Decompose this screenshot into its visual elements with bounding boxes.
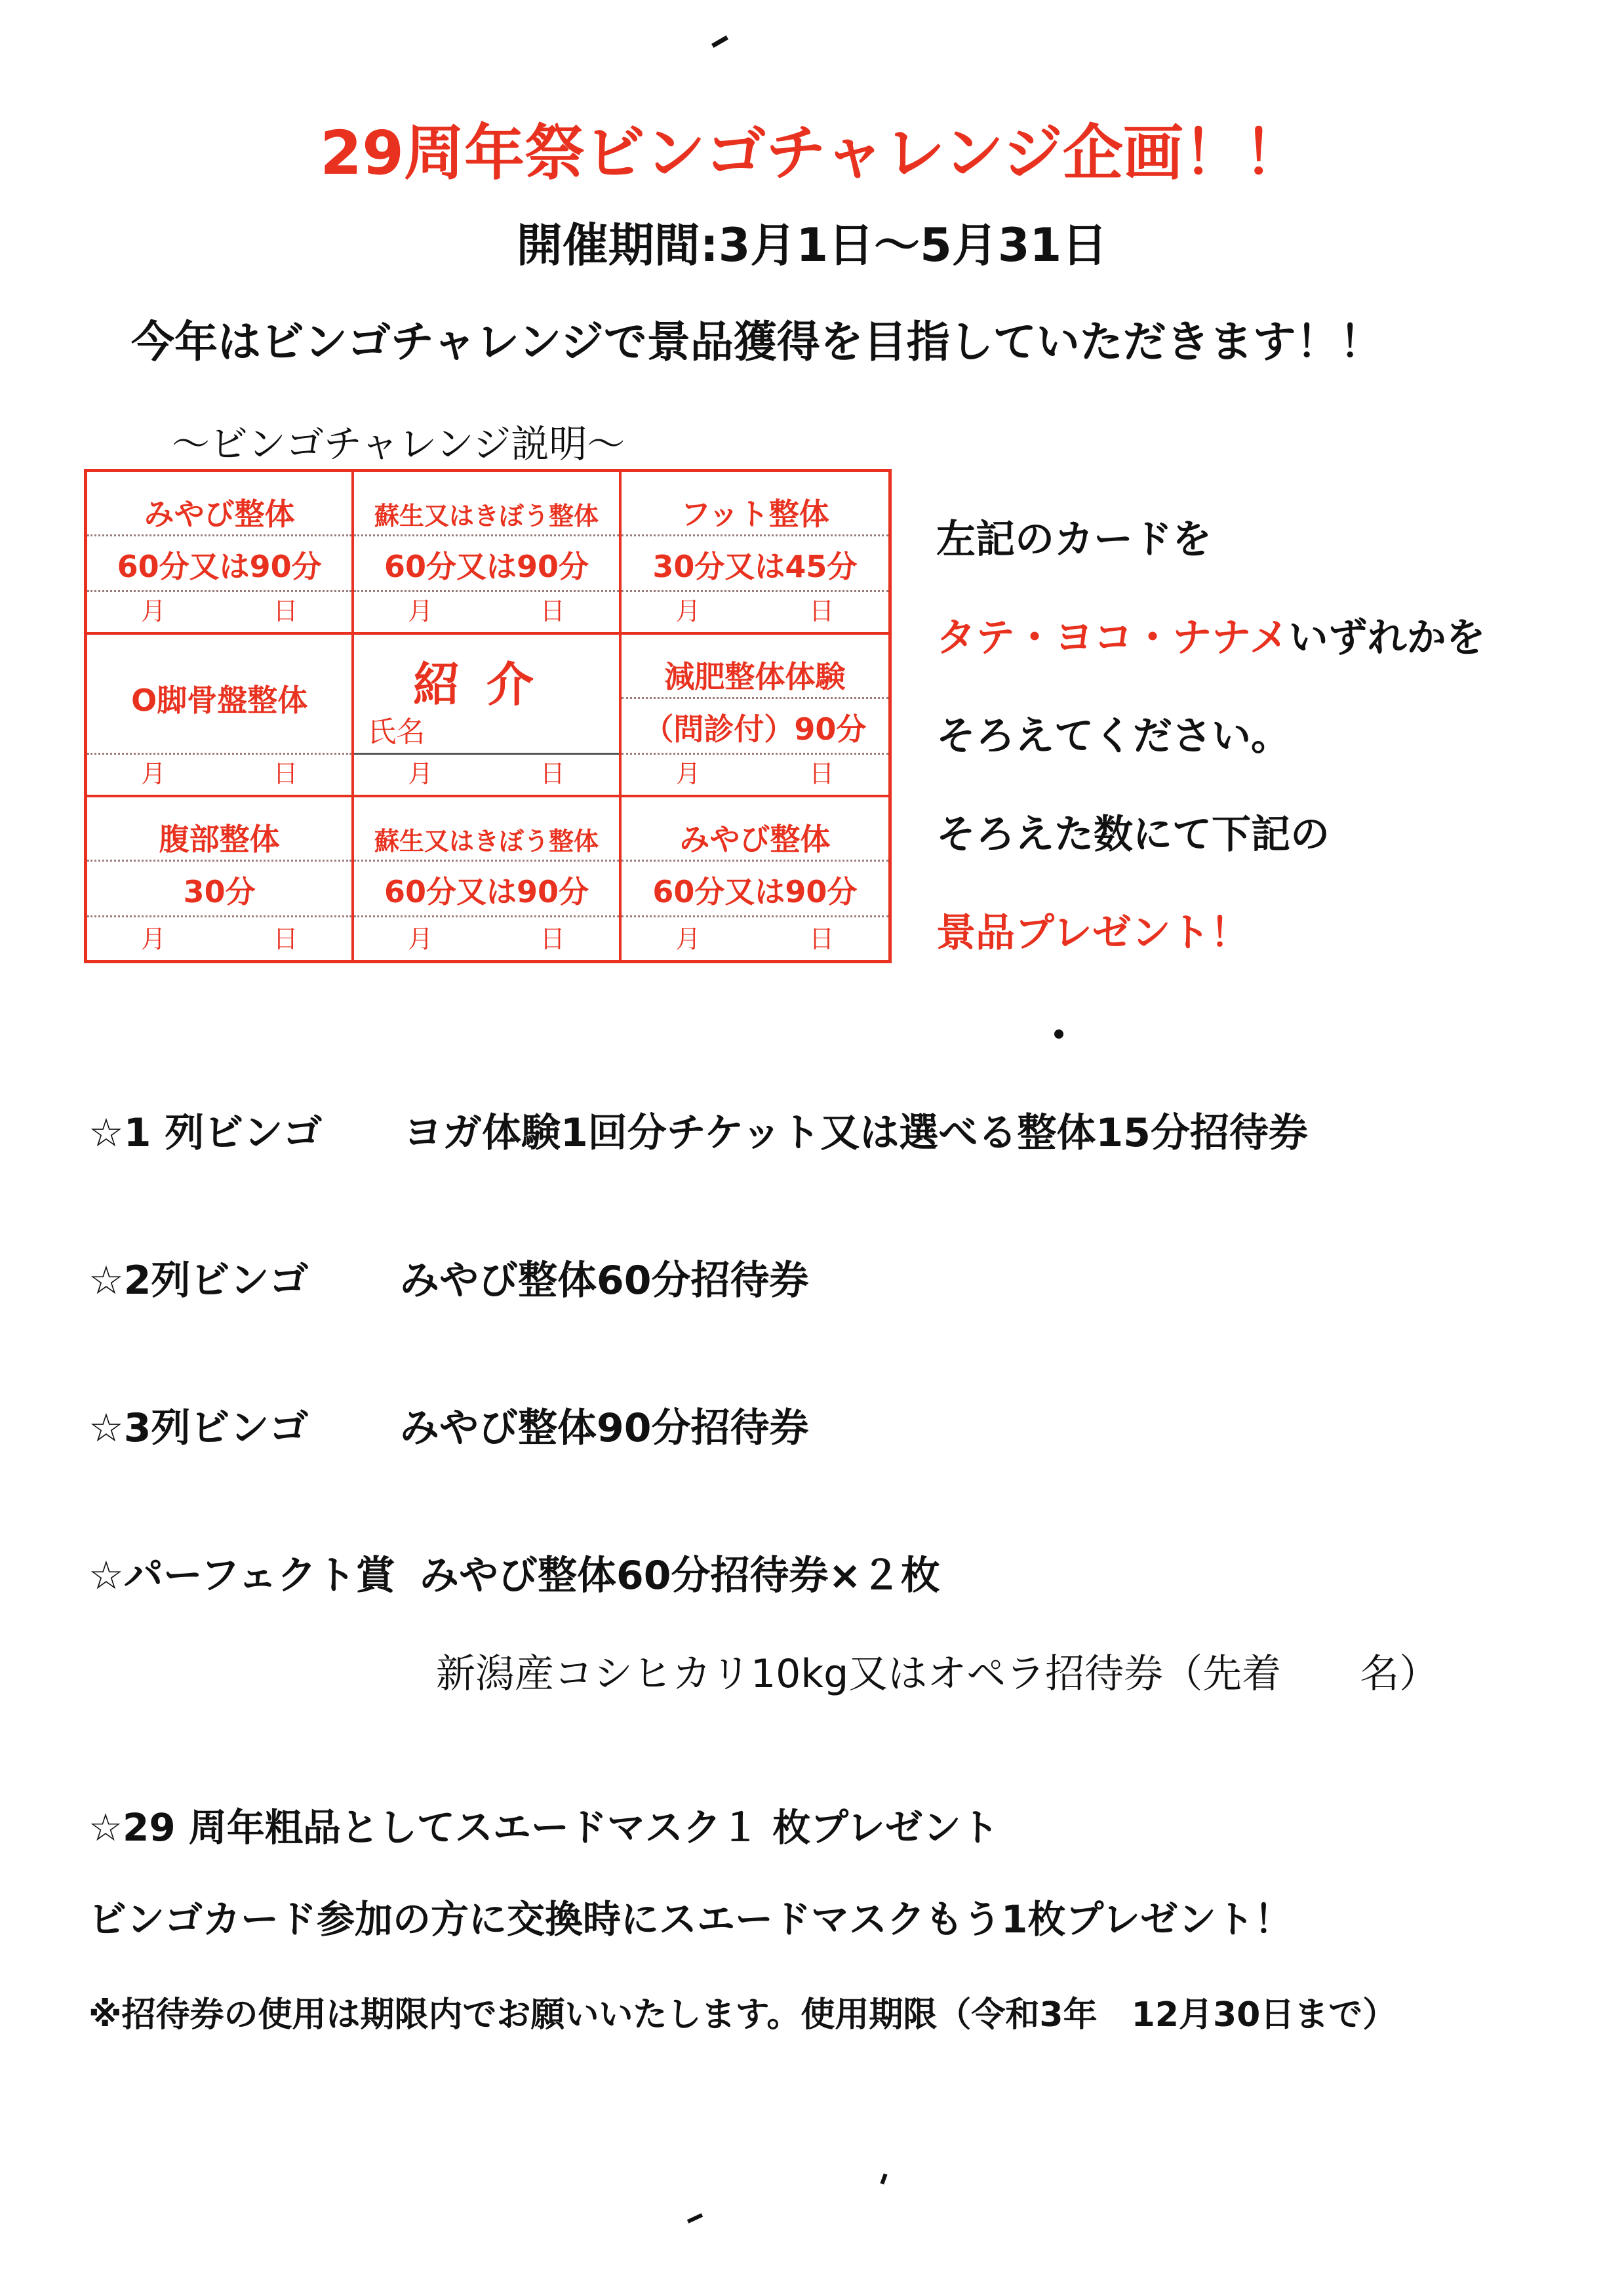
gift-line: ☆29 周年粗品としてスエードマスク１ 枚プレゼント (89, 1805, 999, 1850)
direction-rest: いずれかを (1288, 615, 1486, 661)
day-label: 日 (273, 925, 298, 953)
bingo-cell (354, 797, 621, 960)
prize-label: ☆1 列ビンゴ (89, 1110, 323, 1156)
bingo-cell (354, 472, 621, 635)
cell-duration: （問診付）90分 (643, 711, 867, 747)
bingo-cell (87, 635, 354, 797)
day-label: 日 (809, 925, 835, 953)
prize-row (89, 1249, 809, 1306)
prize-desc: みやび整体60分招待券 (400, 1258, 809, 1304)
perfect-extra-prize: 新潟産コシヒカリ10kg又はオペラ招待券（先着 名） (436, 1651, 1439, 1697)
explanation-title: ～ビンゴチャレンジ説明～ (172, 422, 625, 466)
bingo-cell-referral (354, 635, 621, 797)
day-label: 日 (540, 925, 565, 953)
day-label: 日 (809, 759, 835, 788)
prize-label: ☆パーフェクト賞 (89, 1553, 395, 1599)
cell-duration: 30分又は45分 (652, 549, 858, 584)
scan-mark (687, 2213, 703, 2224)
bingo-gift-line: ビンゴカード参加の方に交換時にスエードマスクもう1枚プレゼント！ (89, 1897, 1293, 1942)
scan-mark (880, 2173, 887, 2184)
month-label: 月 (675, 925, 701, 953)
event-period: 開催期間:3月1日～5月31日 (516, 218, 1108, 272)
usage-note: ※招待券の使用は期限内でお願いいたします。使用期限（令和3年 12月30日まで） (89, 1995, 1397, 2035)
side-text-line: 左記のカードを (936, 517, 1212, 563)
month-label: 月 (140, 759, 166, 788)
page-title: 29周年祭ビンゴチャレンジ企画！！ (320, 118, 1304, 188)
cell-duration: 60分又は90分 (117, 549, 322, 584)
cell-name: 腹部整体 (159, 822, 280, 857)
name-field-label: 氏名 (367, 715, 426, 749)
side-text-line: そろえた数にて下記の (936, 812, 1330, 858)
cell-duration: 60分又は90分 (652, 874, 858, 909)
prize-label: ☆3列ビンゴ (89, 1405, 309, 1451)
prize-row (89, 1102, 1308, 1158)
day-label: 日 (273, 597, 298, 626)
day-label: 日 (273, 759, 298, 788)
month-label: 月 (408, 925, 433, 953)
prize-desc: みやび整体90分招待券 (400, 1405, 809, 1451)
cell-duration: 30分 (183, 874, 256, 909)
side-text-line (936, 607, 1486, 663)
prize-desc: みやび整体60分招待券×２枚 (420, 1553, 940, 1599)
cell-name: O脚骨盤整体 (131, 683, 308, 718)
bingo-cell (622, 472, 888, 635)
cell-name: みやび整体 (679, 822, 831, 857)
prize-row (89, 1397, 809, 1453)
bingo-cell (87, 797, 354, 960)
bingo-cell (622, 635, 888, 797)
cell-name: フット整体 (680, 496, 829, 532)
direction-highlight: タテ・ヨコ・ナナメ (936, 615, 1289, 661)
month-label: 月 (140, 597, 166, 626)
cell-name: 減肥整体体験 (664, 659, 846, 694)
cell-name: 蘇生又はきぼう整体 (374, 827, 599, 856)
cell-name: 蘇生又はきぼう整体 (374, 502, 599, 530)
scan-mark (711, 35, 728, 48)
prize-desc: ヨガ体験1回分チケット又は選べる整体15分招待券 (403, 1110, 1308, 1156)
cell-name: 紹介 (412, 657, 560, 712)
cell-duration: 60分又は90分 (384, 874, 589, 909)
month-label: 月 (408, 597, 433, 626)
month-label: 月 (408, 759, 433, 788)
side-text-line: そろえてください。 (936, 713, 1290, 759)
cell-duration: 60分又は90分 (384, 549, 589, 584)
day-label: 日 (809, 597, 835, 626)
bingo-cell (622, 797, 888, 960)
month-label: 月 (675, 759, 701, 788)
bingo-cell (87, 472, 354, 635)
side-text-prize: 景品プレゼント！ (936, 910, 1250, 956)
bingo-card (84, 469, 892, 963)
month-label: 月 (675, 597, 701, 626)
day-label: 日 (540, 759, 565, 788)
prize-label: ☆2列ビンゴ (89, 1258, 309, 1304)
cell-name: みやび整体 (144, 496, 295, 532)
prize-row (89, 1544, 940, 1601)
month-label: 月 (140, 925, 166, 953)
scan-mark (1054, 1029, 1063, 1039)
day-label: 日 (540, 597, 565, 626)
intro-text: 今年はビンゴチャレンジで景品獲得を目指していただきます！！ (131, 317, 1383, 367)
